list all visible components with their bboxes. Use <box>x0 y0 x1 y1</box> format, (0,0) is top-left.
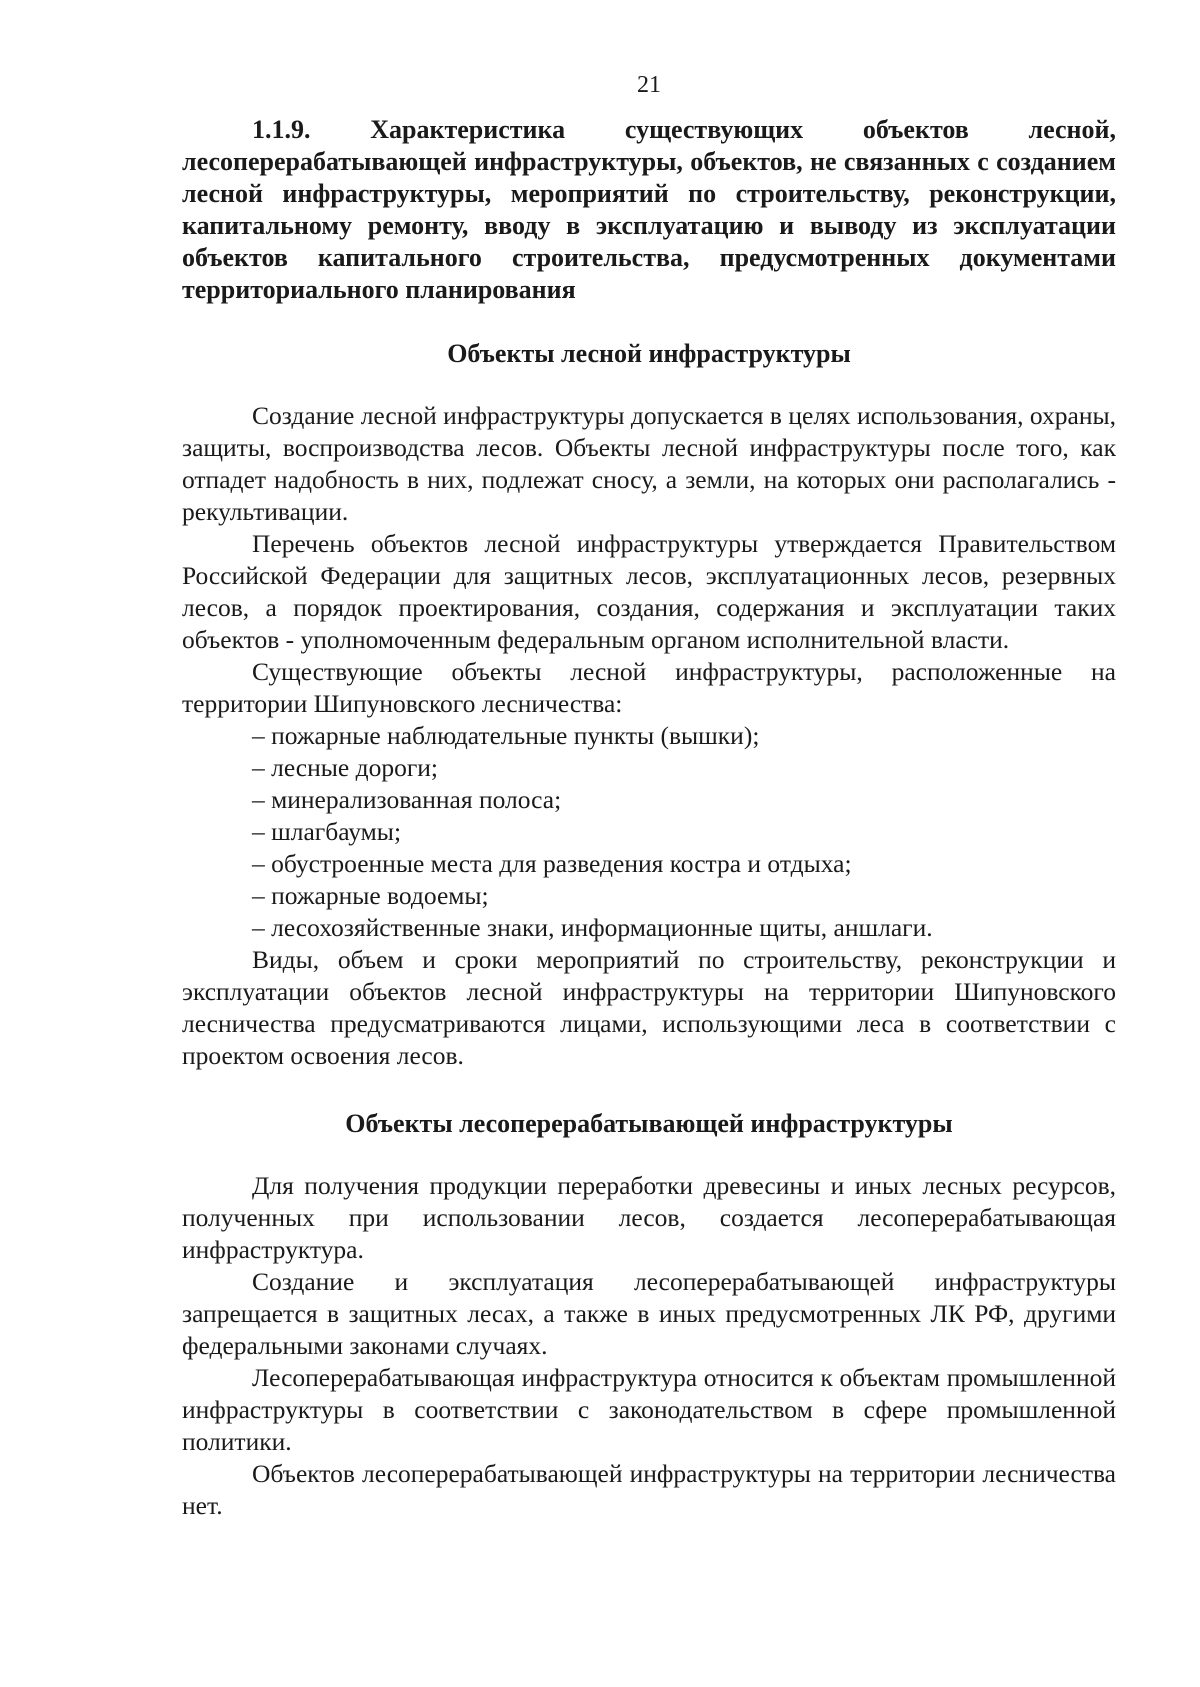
page-number: 21 <box>637 72 661 98</box>
list-item: – обустроенные места для разведения костра и отдыха; <box>252 848 1116 880</box>
list-item: – пожарные водоемы; <box>252 880 1116 912</box>
list-item: – лесные дороги; <box>252 752 1116 784</box>
paragraph: Существующие объекты лесной инфраструктуры, расположенные на территории Шипуновского лесничества: <box>182 657 1116 718</box>
section-heading: 1.1.9. Характеристика существующих объектов лесной, лесоперерабатывающей инфраструктуры, объектов, не связанных с созданием лесной инфраструктуры, мероприятий по строительству, реконструкции, капитальному ремонту, вводу в эксплуатацию и выводу из эксплуатации объектов капитального строительства, предусмотренных документами территориального планирования <box>182 115 1116 304</box>
paragraph: Лесоперерабатывающая инфраструктура относится к объектам промышленной инфраструктуры в соответствии с законодательством в сфере промышленной политики. <box>182 1363 1116 1456</box>
paragraph: Объектов лесоперерабатывающей инфраструктуры на территории лесничества нет. <box>182 1459 1116 1520</box>
forest-infrastructure-title: Объекты лесной инфраструктуры <box>447 339 851 368</box>
list-item: – минерализованная полоса; <box>252 784 1116 816</box>
list-item: – лесохозяйственные знаки, информационные щиты, аншлаги. <box>252 912 1116 944</box>
processing-infrastructure-title: Объекты лесоперерабатывающей инфраструктуры <box>345 1109 953 1138</box>
paragraph: Создание лесной инфраструктуры допускается в целях использования, охраны, защиты, воспроизводства лесов. Объекты лесной инфраструктуры после того, как отпадет надобность в них, подлежат сносу, а земли, на которых они располагались - рекультивации. <box>182 401 1116 526</box>
list-item: – шлагбаумы; <box>252 816 1116 848</box>
paragraph: Виды, объем и сроки мероприятий по строительству, реконструкции и эксплуатации объектов лесной инфраструктуры на территории Шипуновского лесничества предусматриваются лицами, использующими леса в соответствии с проектом освоения лесов. <box>182 945 1116 1070</box>
list-item: – пожарные наблюдательные пункты (вышки); <box>252 720 1116 752</box>
paragraph: Перечень объектов лесной инфраструктуры утверждается Правительством Российской Федерации для защитных лесов, эксплуатационных лесов, резервных лесов, а порядок проектирования, создания, содержания и эксплуатации таких объектов - уполномоченным федеральным органом исполнительной власти. <box>182 529 1116 654</box>
forest-infrastructure-list <box>182 720 1116 944</box>
document-page <box>182 70 1116 1522</box>
paragraph: Создание и эксплуатация лесоперерабатывающей инфраструктуры запрещается в защитных лесах, а также в иных предусмотренных ЛК РФ, другими федеральными законами случаях. <box>182 1267 1116 1360</box>
paragraph: Для получения продукции переработки древесины и иных лесных ресурсов, полученных при использовании лесов, создается лесоперерабатывающая инфраструктура. <box>182 1171 1116 1264</box>
